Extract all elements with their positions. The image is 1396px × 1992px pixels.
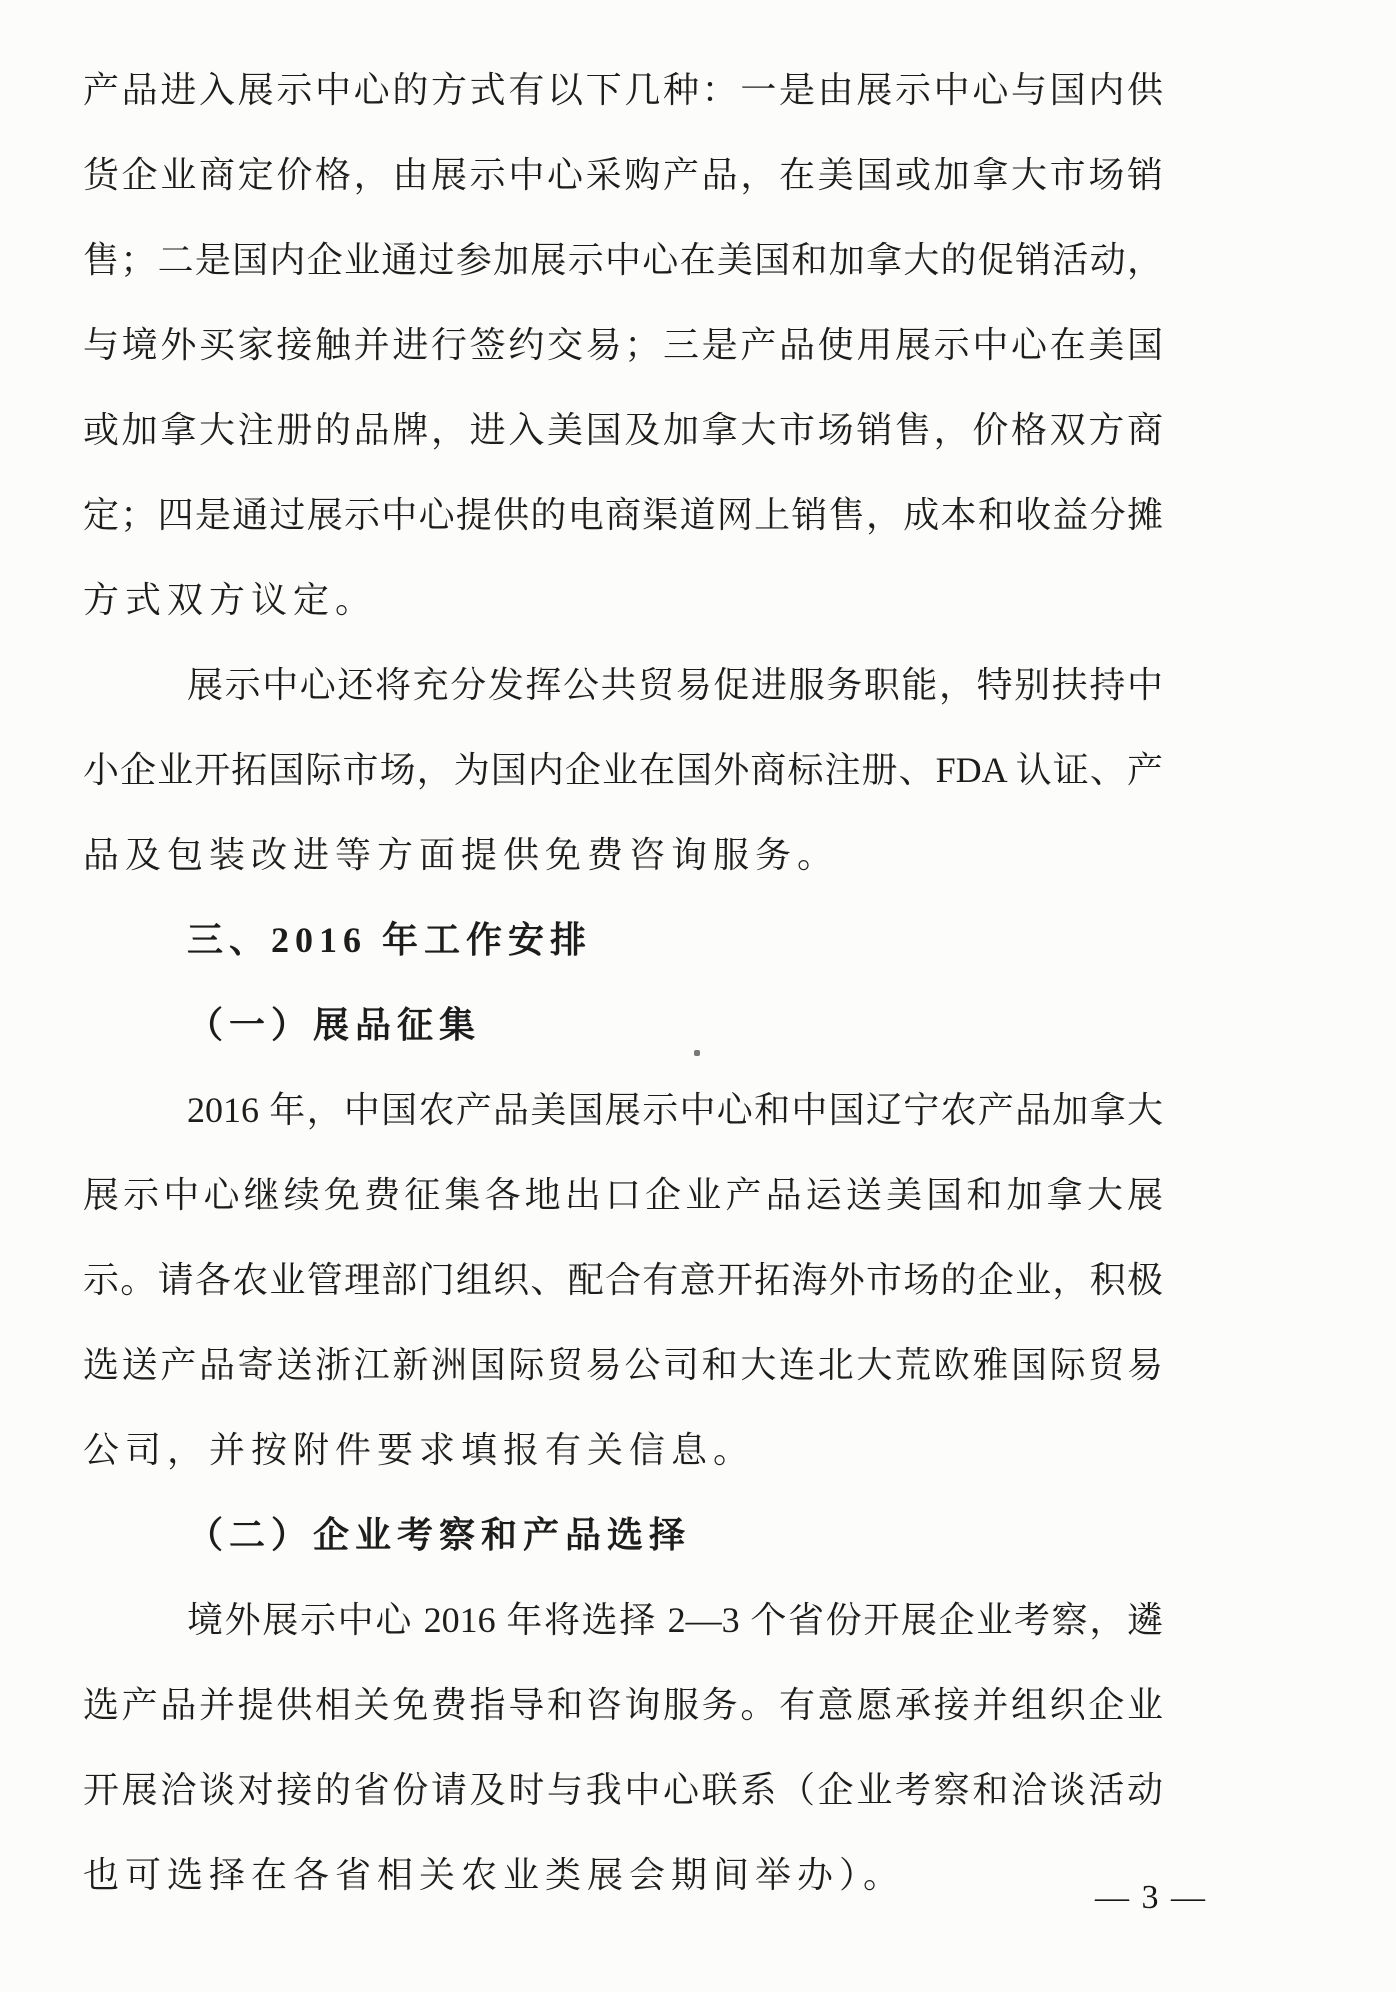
- text-line: 售；二是国内企业通过参加展示中心在美国和加拿大的促销活动，: [83, 240, 1163, 280]
- text-line: 选送产品寄送浙江新洲国际贸易公司和大连北大荒欧雅国际贸易: [83, 1345, 1163, 1385]
- text-line: 品及包装改进等方面提供免费咨询服务。: [83, 835, 840, 875]
- text-line: 也可选择在各省相关农业类展会期间举办）。: [83, 1855, 906, 1895]
- document-body: [83, 48, 1163, 1918]
- text-line: 2016 年，中国农产品美国展示中心和中国辽宁农产品加拿大: [187, 1090, 1163, 1130]
- text-line: 方式双方议定。: [83, 580, 378, 620]
- text-line: 或加拿大注册的品牌，进入美国及加拿大市场销售，价格双方商: [83, 410, 1163, 450]
- heading-line: 三、2016 年工作安排: [187, 920, 593, 960]
- scan-speck: [694, 1050, 700, 1056]
- text-line: 与境外买家接触并进行签约交易；三是产品使用展示中心在美国: [83, 325, 1163, 365]
- text-line: 境外展示中心 2016 年将选择 2—3 个省份开展企业考察，遴: [187, 1600, 1163, 1640]
- text-line: 公司，并按附件要求填报有关信息。: [83, 1430, 756, 1470]
- heading-line: （二）企业考察和产品选择: [187, 1515, 692, 1555]
- text-line: 货企业商定价格，由展示中心采购产品，在美国或加拿大市场销: [83, 155, 1163, 195]
- text-line: 展示中心继续免费征集各地出口企业产品运送美国和加拿大展: [83, 1175, 1163, 1215]
- text-line: 示。请各农业管理部门组织、配合有意开拓海外市场的企业，积极: [83, 1260, 1163, 1300]
- page-number: — 3 —: [1095, 1879, 1207, 1916]
- text-line: 定；四是通过展示中心提供的电商渠道网上销售，成本和收益分摊: [83, 495, 1163, 535]
- text-line: 产品进入展示中心的方式有以下几种：一是由展示中心与国内供: [83, 70, 1163, 110]
- text-line: 展示中心还将充分发挥公共贸易促进服务职能，特别扶持中: [187, 665, 1163, 705]
- text-line: 小企业开拓国际市场，为国内企业在国外商标注册、FDA 认证、产: [83, 750, 1163, 790]
- text-line: 选产品并提供相关免费指导和咨询服务。有意愿承接并组织企业: [83, 1685, 1163, 1725]
- text-line: 开展洽谈对接的省份请及时与我中心联系（企业考察和洽谈活动: [83, 1770, 1163, 1810]
- heading-line: （一）展品征集: [187, 1005, 482, 1045]
